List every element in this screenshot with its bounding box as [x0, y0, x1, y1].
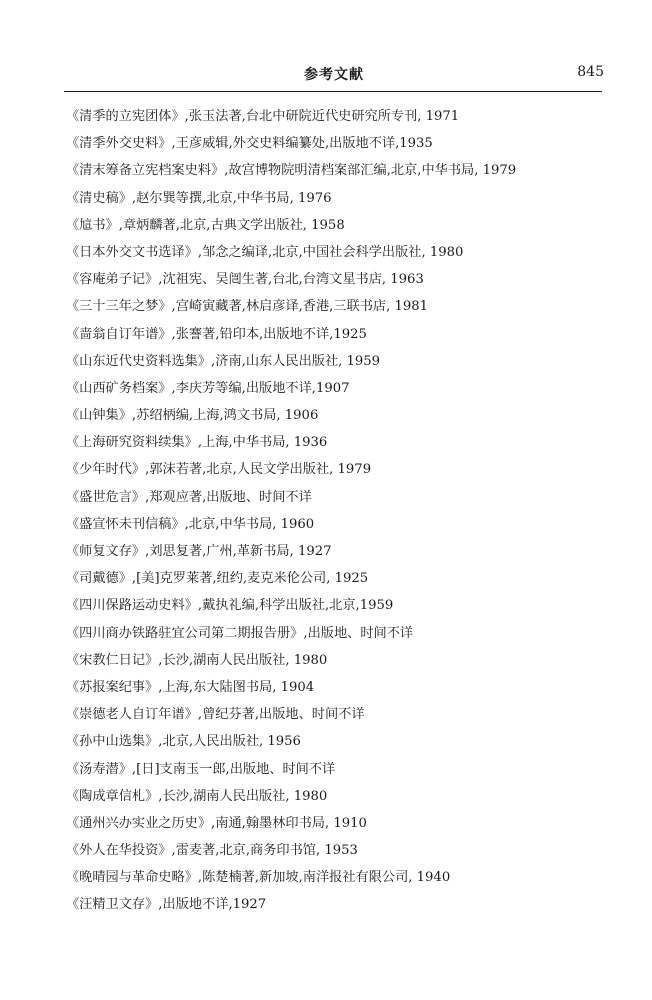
reference-entry: 《汪精卫文存》,出版地不详,1927 [66, 897, 267, 913]
reference-entry: 《四川保路运动史料》,戴执礼编,科学出版社,北京,1959 [66, 598, 394, 614]
reference-entry: 《晚晴园与革命史略》,陈楚楠著,新加坡,南洋报社有限公司, 1940 [66, 870, 451, 886]
header-divider [64, 91, 602, 92]
reference-entry: 《外人在华投资》,雷麦著,北京,商务印书馆, 1953 [66, 843, 358, 859]
reference-entry: 《清季外交史料》,王彦威辑,外交史料编纂处,出版地不详,1935 [66, 136, 433, 152]
reference-entry: 《师复文存》,刘思复著,广州,革新书局, 1927 [66, 544, 332, 559]
reference-entry: 《陶成章信札》,长沙,湖南人民出版社, 1980 [66, 788, 328, 804]
reference-entry: 《上海研究资料续集》,上海,中华书局, 1936 [66, 435, 328, 451]
reference-entry: 《山东近代史资料选集》,济南,山东人民出版社, 1959 [66, 353, 381, 369]
reference-entry: 《苏报案纪事》,上海,东大陆图书局, 1904 [66, 679, 315, 695]
reference-entry: 《清末筹备立宪档案史料》,故宫博物院明清档案部汇编,北京,中华书局, 1979 [66, 163, 517, 179]
reference-entry: 《訄书》,章炳麟著,北京,古典文学出版社, 1958 [66, 217, 345, 233]
reference-entry: 《清季的立宪团体》,张玉法著,台北中研院近代史研究所专刊, 1971 [66, 109, 460, 124]
reference-entry: 《山西矿务档案》,李庆芳等编,出版地不详,1907 [66, 380, 350, 396]
reference-entry: 《啬翁自订年谱》,张謇著,铅印本,出版地不详,1925 [66, 326, 367, 342]
reference-entry: 《容庵弟子记》,沈祖宪、吴闿生著,台北,台湾文星书店, 1963 [66, 272, 424, 288]
reference-entry: 《孙中山选集》,北京,人民出版社, 1956 [66, 734, 301, 750]
reference-entry: 《盛世危言》,郑观应著,出版地、时间不详 [66, 489, 312, 505]
reference-entry: 《日本外交文书选译》,邹念之编译,北京,中国社会科学出版社, 1980 [66, 244, 464, 260]
reference-entry: 《四川商办铁路驻宜公司第二期报告册》,出版地、时间不详 [66, 625, 414, 641]
reference-list [66, 103, 606, 919]
reference-entry: 《崇德老人自订年谱》,曾纪芬著,出版地、时间不详 [66, 707, 365, 723]
reference-entry: 《三十三年之梦》,宫崎寅藏著,林启彦译,香港,三联书店, 1981 [66, 299, 429, 315]
reference-entry: 《山钟集》,苏绍柄编,上海,鸿文书局, 1906 [66, 408, 319, 424]
reference-entry: 《宋教仁日记》,长沙,湖南人民出版社, 1980 [66, 652, 328, 668]
running-header [64, 60, 604, 88]
section-title: 参考文献 [304, 67, 364, 83]
page-number: 845 [577, 64, 604, 80]
reference-entry: 《清史稿》,赵尔巽等撰,北京,中华书局, 1976 [66, 190, 332, 206]
reference-entry: 《汤寿潜》,[日]支南玉一郎,出版地、时间不详 [66, 761, 336, 777]
reference-entry: 《盛宣怀未刊信稿》,北京,中华书局, 1960 [66, 516, 315, 532]
reference-entry: 《司戴德》,[美]克罗莱著,纽约,麦克米伦公司, 1925 [66, 571, 369, 587]
reference-entry: 《通州兴办实业之历史》,南通,翰墨林印书局, 1910 [66, 815, 367, 831]
reference-entry: 《少年时代》,郭沫若著,北京,人民文学出版社, 1979 [66, 462, 372, 478]
